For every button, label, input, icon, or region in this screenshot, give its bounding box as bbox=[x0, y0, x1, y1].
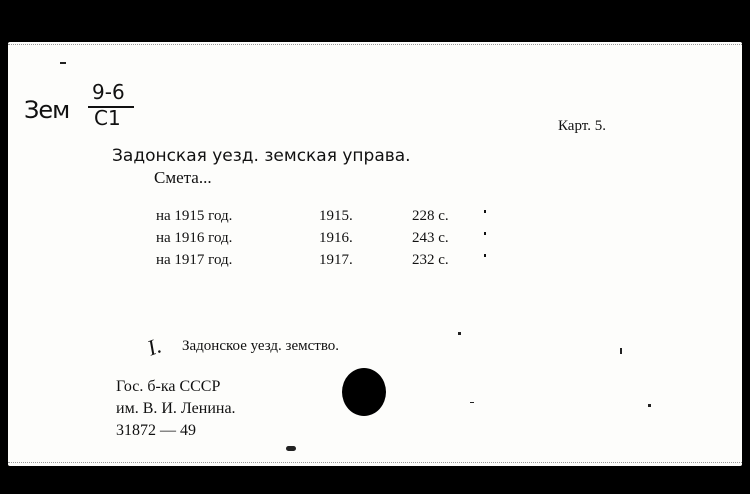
stamp-line: им. В. И. Ленина. bbox=[116, 400, 236, 417]
card-top-edge bbox=[8, 44, 742, 45]
stamp-line: 31872 — 49 bbox=[116, 422, 196, 439]
punch-hole bbox=[342, 368, 386, 416]
speck bbox=[60, 62, 66, 64]
volume-label: на 1917 год. bbox=[156, 252, 233, 268]
volume-pages: 243 с. bbox=[412, 230, 449, 246]
volume-year: 1916. bbox=[319, 230, 353, 246]
volume-pages: 232 с. bbox=[412, 252, 449, 268]
card-number: Карт. 5. bbox=[558, 118, 606, 134]
volume-label: на 1915 год. bbox=[156, 208, 233, 224]
shelfmark-prefix: Зем bbox=[24, 96, 70, 124]
volume-pages: 228 с. bbox=[412, 208, 449, 224]
catalog-card bbox=[8, 42, 742, 466]
volume-year: 1915. bbox=[319, 208, 353, 224]
shelfmark-denominator: С1 bbox=[94, 106, 121, 130]
volume-label: на 1916 год. bbox=[156, 230, 233, 246]
speck bbox=[458, 332, 461, 335]
stamp-line: Гос. б-ка СССР bbox=[116, 378, 221, 395]
tick-mark bbox=[484, 232, 486, 235]
shelfmark-numerator: 9-6 bbox=[92, 80, 125, 104]
tick-mark bbox=[484, 254, 486, 257]
entry-title: Смета... bbox=[154, 168, 212, 187]
entry-heading: Задонская уезд. земская управа. bbox=[112, 146, 411, 166]
volume-year: 1917. bbox=[319, 252, 353, 268]
check-mark: I. bbox=[143, 332, 165, 361]
speck bbox=[470, 402, 474, 403]
library-stamp bbox=[116, 376, 236, 442]
card-bottom-edge bbox=[8, 462, 742, 463]
related-entry-text: Задонское уезд. земство. bbox=[182, 338, 340, 354]
speck bbox=[648, 404, 651, 407]
speck bbox=[620, 348, 622, 354]
tick-mark bbox=[484, 210, 486, 213]
speck bbox=[286, 446, 296, 451]
